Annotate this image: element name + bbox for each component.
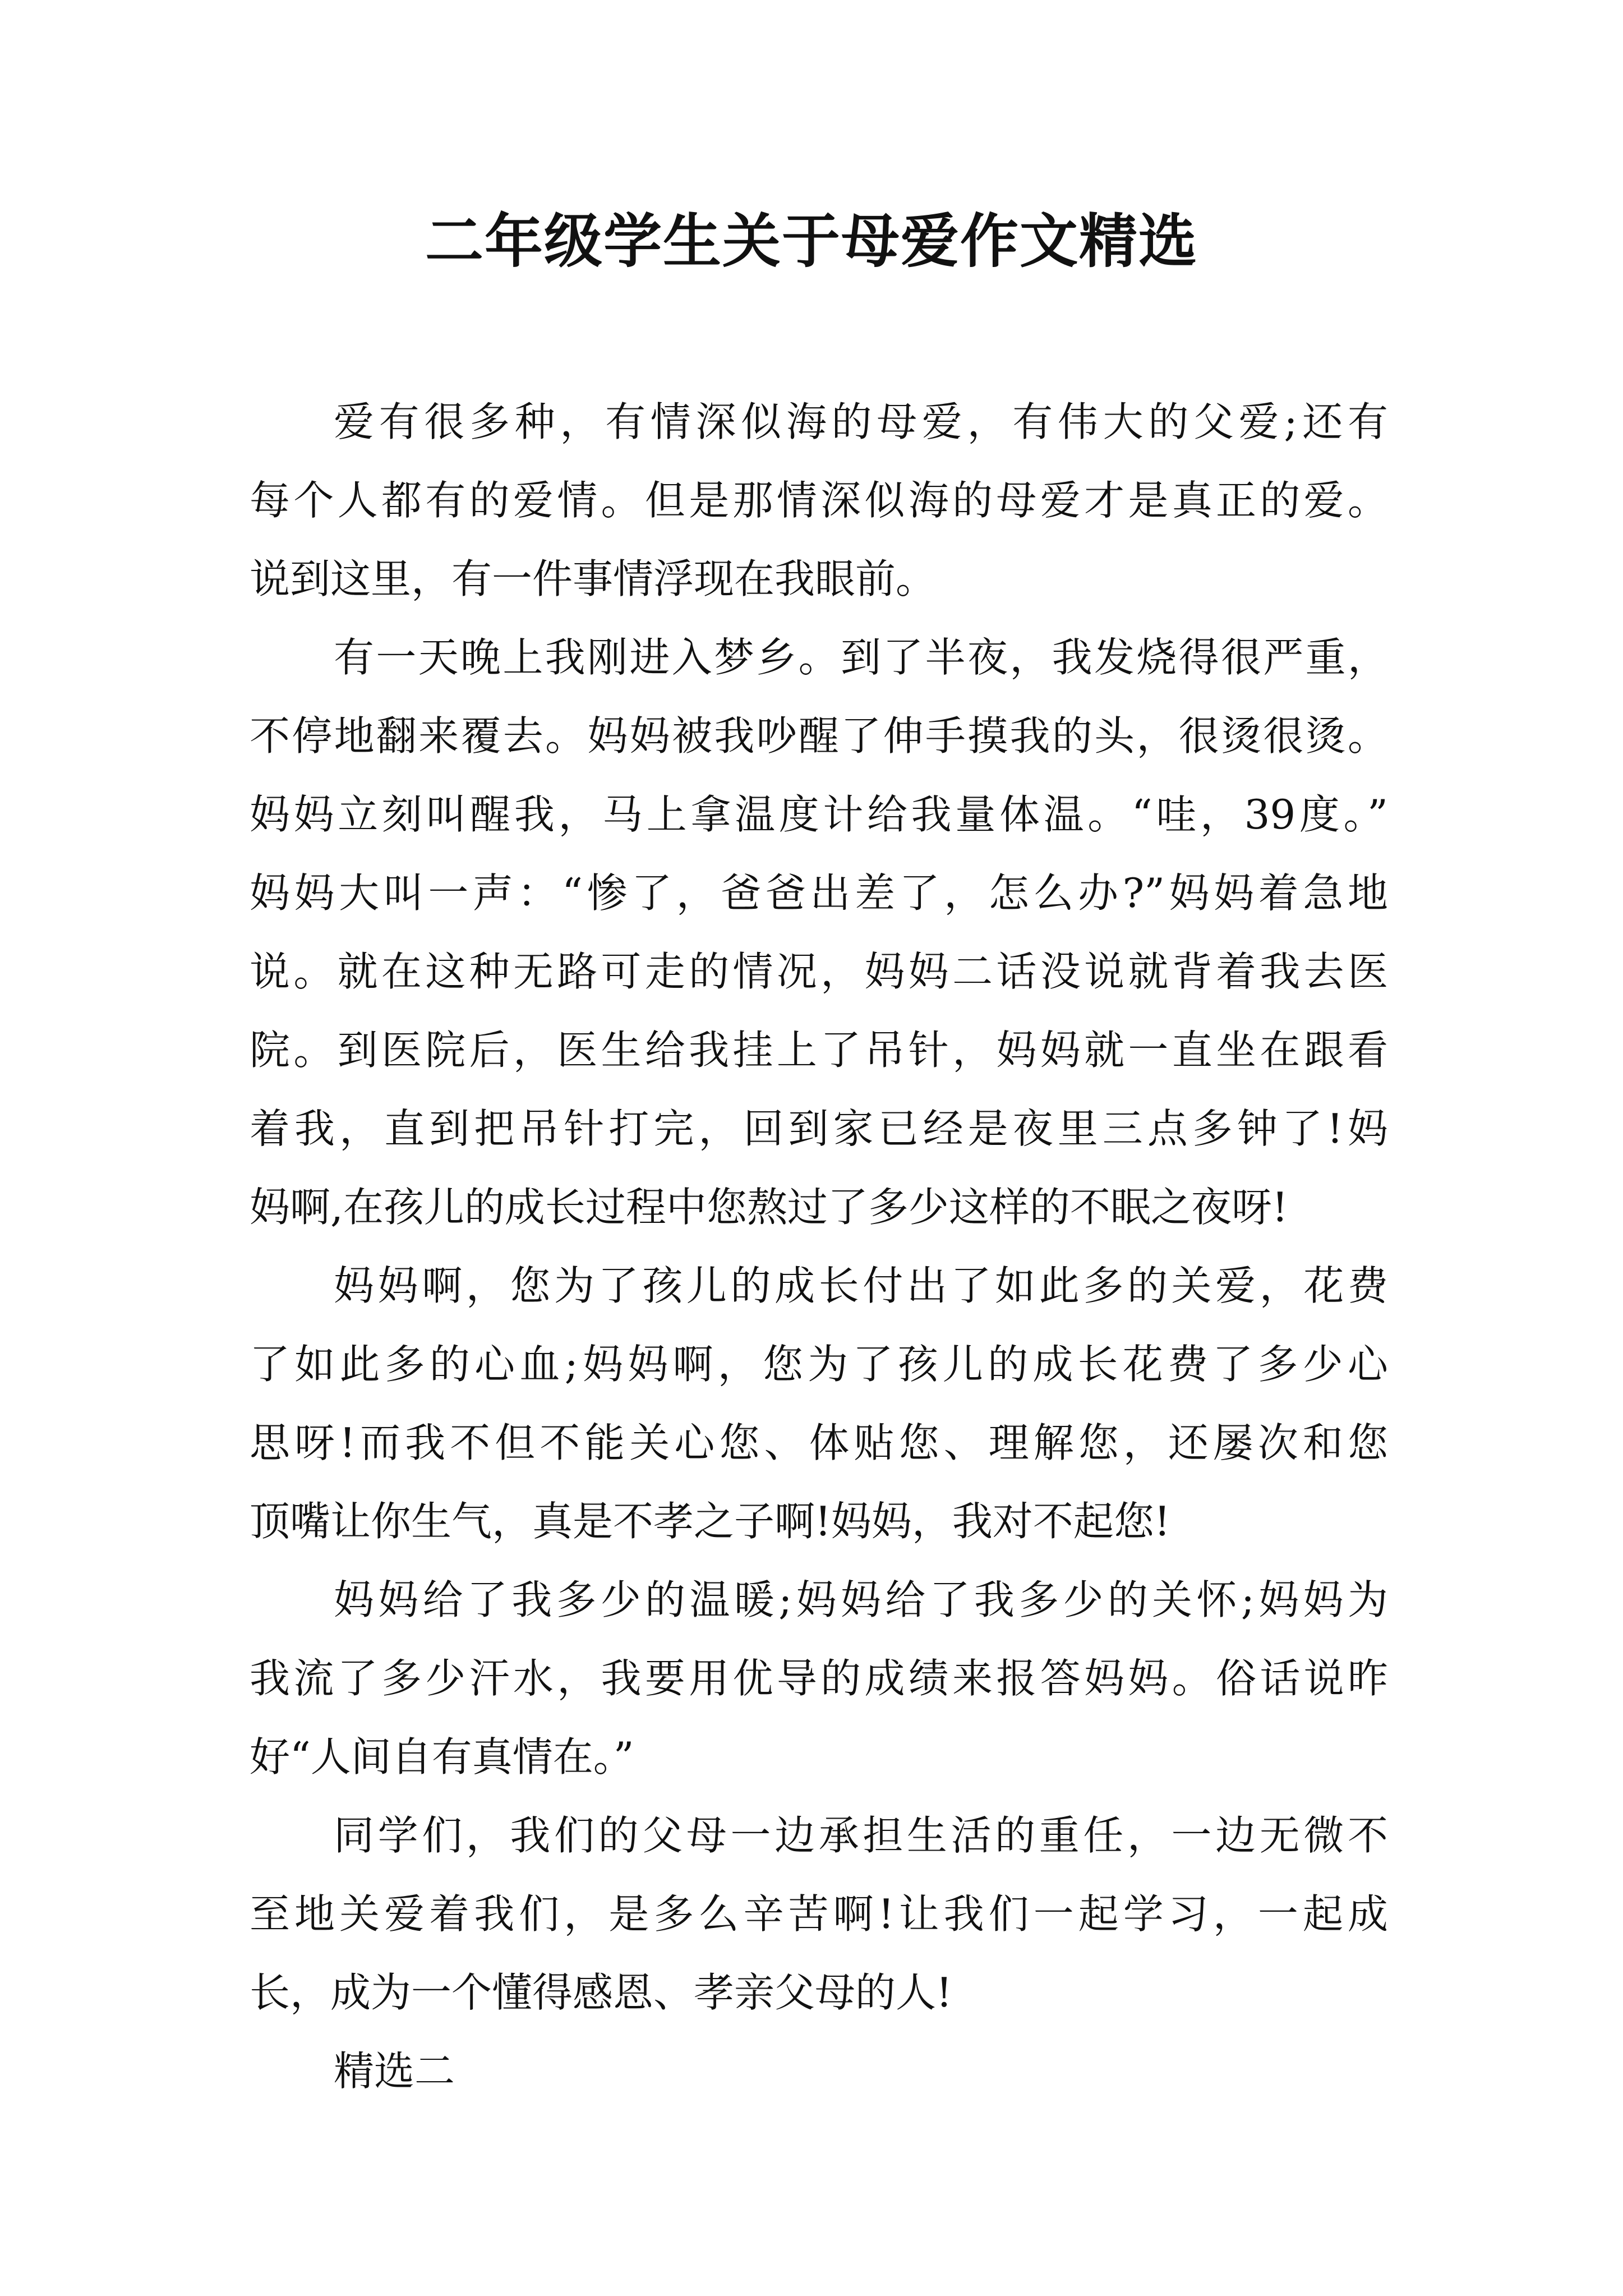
text-line: 院。到医院后，医生给我挂上了吊针，妈妈就一直坐在跟看 — [250, 1027, 1388, 1074]
text-line: 爱有很多种，有情深似海的母爱，有伟大的父爱;还有 — [334, 398, 1388, 445]
text-line: 顶嘴让你生气，真是不孝之子啊!妈妈，我对不起您! — [250, 1498, 1170, 1545]
text-line: 我流了多少汗水，我要用优导的成绩来报答妈妈。俗话说昨 — [250, 1655, 1388, 1702]
text-line: 了如此多的心血;妈妈啊，您为了孩儿的成长花费了多少心 — [250, 1341, 1388, 1388]
text-line: 说到这里，有一件事情浮现在我眼前。 — [250, 555, 937, 602]
text-line: 精选二 — [334, 2047, 455, 2095]
text-line: 每个人都有的爱情。但是那情深似海的母爱才是真正的爱。 — [250, 477, 1388, 524]
text-line: 说。就在这种无路可走的情况，妈妈二话没说就背着我去医 — [250, 948, 1388, 995]
text-line: 好“人间自有真情在。” — [250, 1733, 634, 1780]
text-line: 着我，直到把吊针打完，回到家已经是夜里三点多钟了!妈 — [250, 1105, 1388, 1152]
text-line: 不停地翻来覆去。妈妈被我吵醒了伸手摸我的头，很烫很烫。 — [250, 712, 1388, 760]
text-line: 妈妈给了我多少的温暖;妈妈给了我多少的关怀;妈妈为 — [334, 1576, 1388, 1623]
text-line: 至地关爱着我们，是多么辛苦啊!让我们一起学习，一起成 — [250, 1890, 1388, 1938]
text-line: 妈妈大叫一声：“惨了，爸爸出差了，怎么办?”妈妈着急地 — [250, 869, 1388, 917]
text-line: 长，成为一个懂得感恩、孝亲父母的人! — [250, 1969, 952, 2016]
text-line: 妈啊,在孩儿的成长过程中您熬过了多少这样的不眠之夜呀! — [250, 1184, 1288, 1231]
text-line: 思呀!而我不但不能关心您、体贴您、理解您，还屡次和您 — [250, 1419, 1388, 1466]
text-line: 妈妈啊，您为了孩儿的成长付出了如此多的关爱，花费 — [334, 1262, 1388, 1309]
document-title: 二年级学生关于母爱作文精选 — [425, 206, 1198, 275]
text-line: 妈妈立刻叫醒我，马上拿温度计给我量体温。“哇，39度。” — [250, 791, 1388, 838]
text-line: 有一天晚上我刚进入梦乡。到了半夜，我发烧得很严重， — [334, 634, 1388, 681]
text-line: 同学们，我们的父母一边承担生活的重任，一边无微不 — [334, 1812, 1388, 1859]
document-body — [250, 383, 1388, 2110]
